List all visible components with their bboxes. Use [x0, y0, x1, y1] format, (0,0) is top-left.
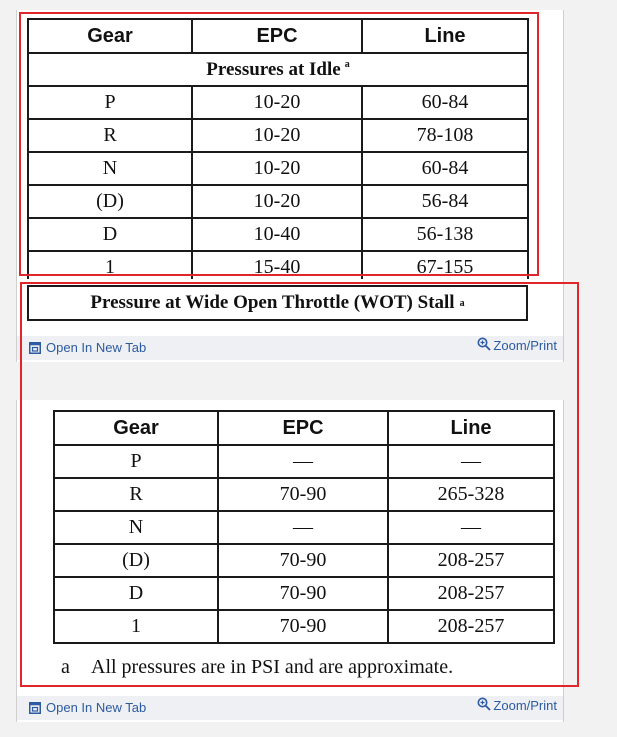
line-cell: 208-257: [388, 544, 554, 577]
line-cell: 56-138: [362, 218, 528, 251]
image-toolbar: [17, 336, 563, 360]
footnote-text: All pressures are in PSI and are approximate.: [91, 656, 454, 678]
table-row: [28, 119, 528, 152]
wot-pressure-panel: [16, 400, 564, 722]
section-title-row: [28, 53, 528, 86]
line-cell: 208-257: [388, 577, 554, 610]
footnote-reference: a: [344, 59, 350, 71]
table-row: [28, 251, 528, 279]
idle-pressure-panel: [16, 10, 564, 362]
open-in-new-tab-link[interactable]: [29, 700, 146, 715]
open-in-new-tab-link[interactable]: [29, 340, 146, 355]
gear-cell: N: [54, 511, 218, 544]
gear-cell: D: [28, 218, 192, 251]
line-cell: 208-257: [388, 610, 554, 643]
open-in-new-tab-icon: [29, 342, 41, 354]
epc-cell: —: [218, 511, 388, 544]
epc-cell: 10-20: [192, 152, 362, 185]
idle-pressure-table: [27, 18, 529, 279]
gear-cell: (D): [54, 544, 218, 577]
zoom-print-label: Zoom/Print: [493, 698, 557, 713]
epc-cell: 70-90: [218, 544, 388, 577]
column-header-line: Line: [362, 19, 528, 53]
section-title-text: Pressures at Idle: [206, 58, 341, 80]
table-row: [54, 544, 554, 577]
line-cell: 265-328: [388, 478, 554, 511]
line-cell: 60-84: [362, 152, 528, 185]
epc-cell: —: [218, 445, 388, 478]
table-row: [54, 610, 554, 643]
table-footnote: [61, 656, 453, 679]
table-row: [28, 218, 528, 251]
line-cell: 60-84: [362, 86, 528, 119]
line-cell: 56-84: [362, 185, 528, 218]
table-row: [28, 152, 528, 185]
footnote-reference: a: [459, 297, 465, 309]
epc-cell: 10-40: [192, 218, 362, 251]
gear-cell: P: [54, 445, 218, 478]
table-row: [54, 445, 554, 478]
table-row: [28, 86, 528, 119]
image-toolbar: [17, 696, 563, 720]
gear-cell: 1: [54, 610, 218, 643]
magnifier-icon: [477, 337, 491, 351]
wot-title-text: Pressure at Wide Open Throttle (WOT) Stall: [90, 292, 455, 313]
epc-cell: 10-20: [192, 185, 362, 218]
line-cell: —: [388, 445, 554, 478]
column-header-epc: EPC: [218, 411, 388, 445]
idle-table-viewport: [17, 10, 563, 279]
wot-pressure-table: [53, 410, 555, 644]
zoom-print-label: Zoom/Print: [493, 338, 557, 353]
table-row: [54, 577, 554, 610]
gear-cell: D: [54, 577, 218, 610]
zoom-print-link[interactable]: [477, 338, 557, 353]
epc-cell: 70-90: [218, 478, 388, 511]
magnifier-icon: [477, 697, 491, 711]
gear-cell: R: [28, 119, 192, 152]
table-header-row: [54, 411, 554, 445]
zoom-print-link[interactable]: [477, 698, 557, 713]
epc-cell: 15-40: [192, 251, 362, 279]
table-row: [28, 185, 528, 218]
open-in-new-tab-label: Open In New Tab: [46, 340, 147, 355]
gear-cell: (D): [28, 185, 192, 218]
column-header-gear: Gear: [54, 411, 218, 445]
column-header-gear: Gear: [28, 19, 192, 53]
section-title-idle: [28, 53, 528, 86]
line-cell: —: [388, 511, 554, 544]
table-row: [54, 511, 554, 544]
gear-cell: 1: [28, 251, 192, 279]
open-in-new-tab-label: Open In New Tab: [46, 700, 147, 715]
line-cell: 78-108: [362, 119, 528, 152]
epc-cell: 70-90: [218, 577, 388, 610]
gear-cell: N: [28, 152, 192, 185]
table-row: [54, 478, 554, 511]
epc-cell: 10-20: [192, 86, 362, 119]
open-in-new-tab-icon: [29, 702, 41, 714]
gear-cell: R: [54, 478, 218, 511]
gear-cell: P: [28, 86, 192, 119]
column-header-line: Line: [388, 411, 554, 445]
epc-cell: 10-20: [192, 119, 362, 152]
footnote-mark: a: [61, 656, 70, 678]
wot-section-title: [27, 285, 528, 321]
line-cell: 67-155: [362, 251, 528, 279]
column-header-epc: EPC: [192, 19, 362, 53]
epc-cell: 70-90: [218, 610, 388, 643]
table-header-row: [28, 19, 528, 53]
